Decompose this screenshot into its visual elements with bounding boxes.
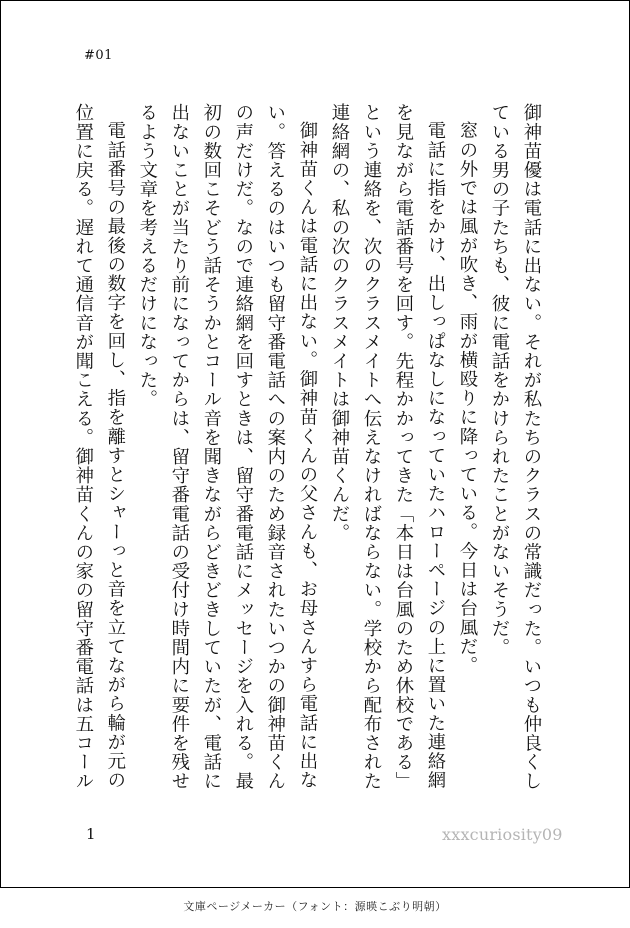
paragraph-3: 電話に指をかけ、出しっぱなしになっていたハローページの上に置いた連絡網を見ながら電話番号を回す。先程かかってきた「本日は台風のため休校である」という連絡を、次のクラスメイトへ伝えなければならない。学校から配布された連絡網の、私の次のクラスメイトは御神苗くんだ。 — [328, 103, 446, 791]
author-credit: xxxcuriosity09 — [442, 825, 563, 844]
paragraph-4: 御神苗くんは電話に出ない。御神苗くんの父さんも、お母さんすら電話に出ない。答えるのはいつも留守番電話への案内のため録音されたいつかの御神苗くんの声だけだ。なので連絡網を回すときは、留守番電話にメッセージを入れる。最初の数回こそどう話そうかとコール音を聞きながらどきどきしていたが、電話に出ないことが当たり前になってからは、留守番電話の受付け時間内に要件を残せるよう文章を考えるだけになった。 — [136, 103, 318, 791]
paragraph-2: 窓の外では風が吹き、雨が横殴りに降っている。今日は台風だ。 — [456, 121, 478, 676]
body-text — [67, 103, 547, 803]
paragraph-5: 電話番号の最後の数字を回し、指を離すとシャーっと音を立てながら輪が元の位置に戻る。遅れて通信音が聞こえる。御神苗くんの家の留守番電話は五コール — [72, 103, 126, 791]
footer-credit: 文庫ページメーカー（フォント：源暎こぶり明朝） — [183, 900, 447, 913]
paragraph-1: 御神苗優は電話に出ない。それが私たちのクラスの常識だった。いつも仲良くしている男の子たちも、彼に電話をかけられたことがないそうだ。 — [488, 103, 542, 791]
chapter-label: #01 — [84, 48, 113, 63]
page-number: 1 — [86, 825, 96, 843]
